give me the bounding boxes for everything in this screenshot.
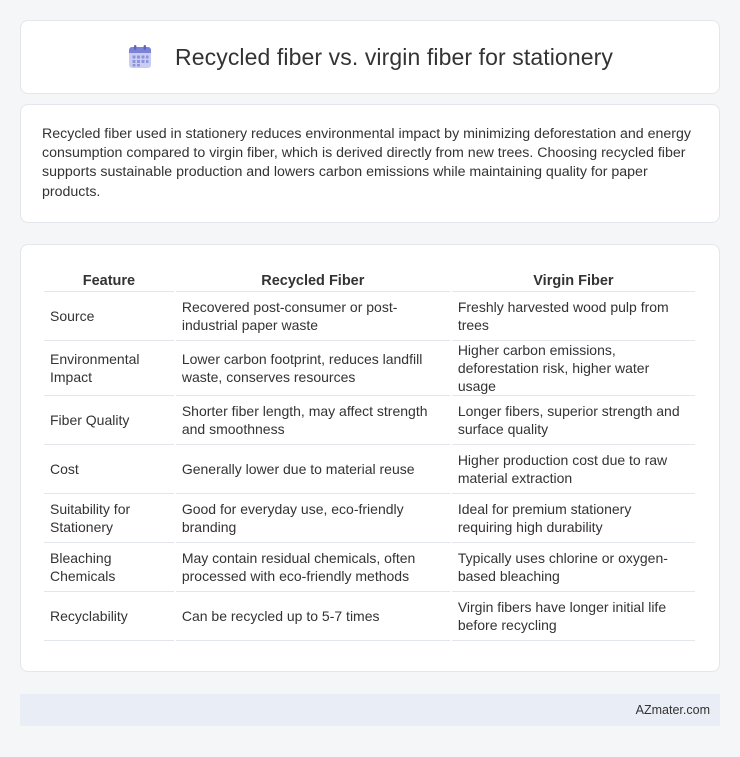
cell-feature: Cost bbox=[44, 445, 174, 494]
cell-feature: Recyclability bbox=[44, 592, 174, 641]
intro-paragraph: Recycled fiber used in stationery reduces environmental impact by minimizing deforestation and energy consumption compared to virgin fiber, which is derived directly from new trees. Choosing recycled fiber supports sustainable production and lowers carbon emissions while maintaining quality for paper products. bbox=[42, 126, 692, 200]
table-row bbox=[44, 292, 695, 341]
cell-virgin: Ideal for premium stationery requiring high durability bbox=[452, 494, 695, 543]
header-feature: Feature bbox=[44, 265, 174, 292]
cell-virgin: Typically uses chlorine or oxygen-based bleaching bbox=[452, 543, 695, 592]
table-row bbox=[44, 396, 695, 445]
calendar-icon bbox=[127, 44, 153, 70]
footer-site-link[interactable]: AZmater.com bbox=[635, 703, 710, 717]
title-card bbox=[20, 20, 720, 94]
cell-feature: Suitability for Stationery bbox=[44, 494, 174, 543]
table-row bbox=[44, 494, 695, 543]
cell-feature: Source bbox=[44, 292, 174, 341]
cell-feature: Environmental Impact bbox=[44, 341, 174, 396]
cell-virgin: Longer fibers, superior strength and surface quality bbox=[452, 396, 695, 445]
cell-recycled: Lower carbon footprint, reduces landfill waste, conserves resources bbox=[176, 341, 450, 396]
table-row bbox=[44, 592, 695, 641]
cell-recycled: Recovered post-consumer or post-industrial paper waste bbox=[176, 292, 450, 341]
table-header-row bbox=[44, 265, 695, 292]
intro-card bbox=[20, 104, 720, 223]
cell-feature: Fiber Quality bbox=[44, 396, 174, 445]
cell-recycled: Generally lower due to material reuse bbox=[176, 445, 450, 494]
header-recycled-fiber: Recycled Fiber bbox=[176, 265, 450, 292]
cell-virgin: Freshly harvested wood pulp from trees bbox=[452, 292, 695, 341]
cell-virgin: Higher production cost due to raw material extraction bbox=[452, 445, 695, 494]
cell-recycled: Good for everyday use, eco-friendly branding bbox=[176, 494, 450, 543]
cell-recycled: Can be recycled up to 5-7 times bbox=[176, 592, 450, 641]
cell-recycled: May contain residual chemicals, often processed with eco-friendly methods bbox=[176, 543, 450, 592]
table-row bbox=[44, 543, 695, 592]
cell-virgin: Virgin fibers have longer initial life before recycling bbox=[452, 592, 695, 641]
comparison-table bbox=[42, 265, 697, 641]
cell-feature: Bleaching Chemicals bbox=[44, 543, 174, 592]
table-row bbox=[44, 445, 695, 494]
page-title: Recycled fiber vs. virgin fiber for stationery bbox=[175, 43, 613, 70]
cell-virgin: Higher carbon emissions, deforestation risk, higher water usage bbox=[452, 341, 695, 396]
title-wrap bbox=[127, 44, 613, 71]
cell-recycled: Shorter fiber length, may affect strength and smoothness bbox=[176, 396, 450, 445]
header-virgin-fiber: Virgin Fiber bbox=[452, 265, 695, 292]
table-row bbox=[44, 341, 695, 396]
table-card bbox=[20, 244, 720, 672]
footer-bar bbox=[20, 694, 720, 726]
